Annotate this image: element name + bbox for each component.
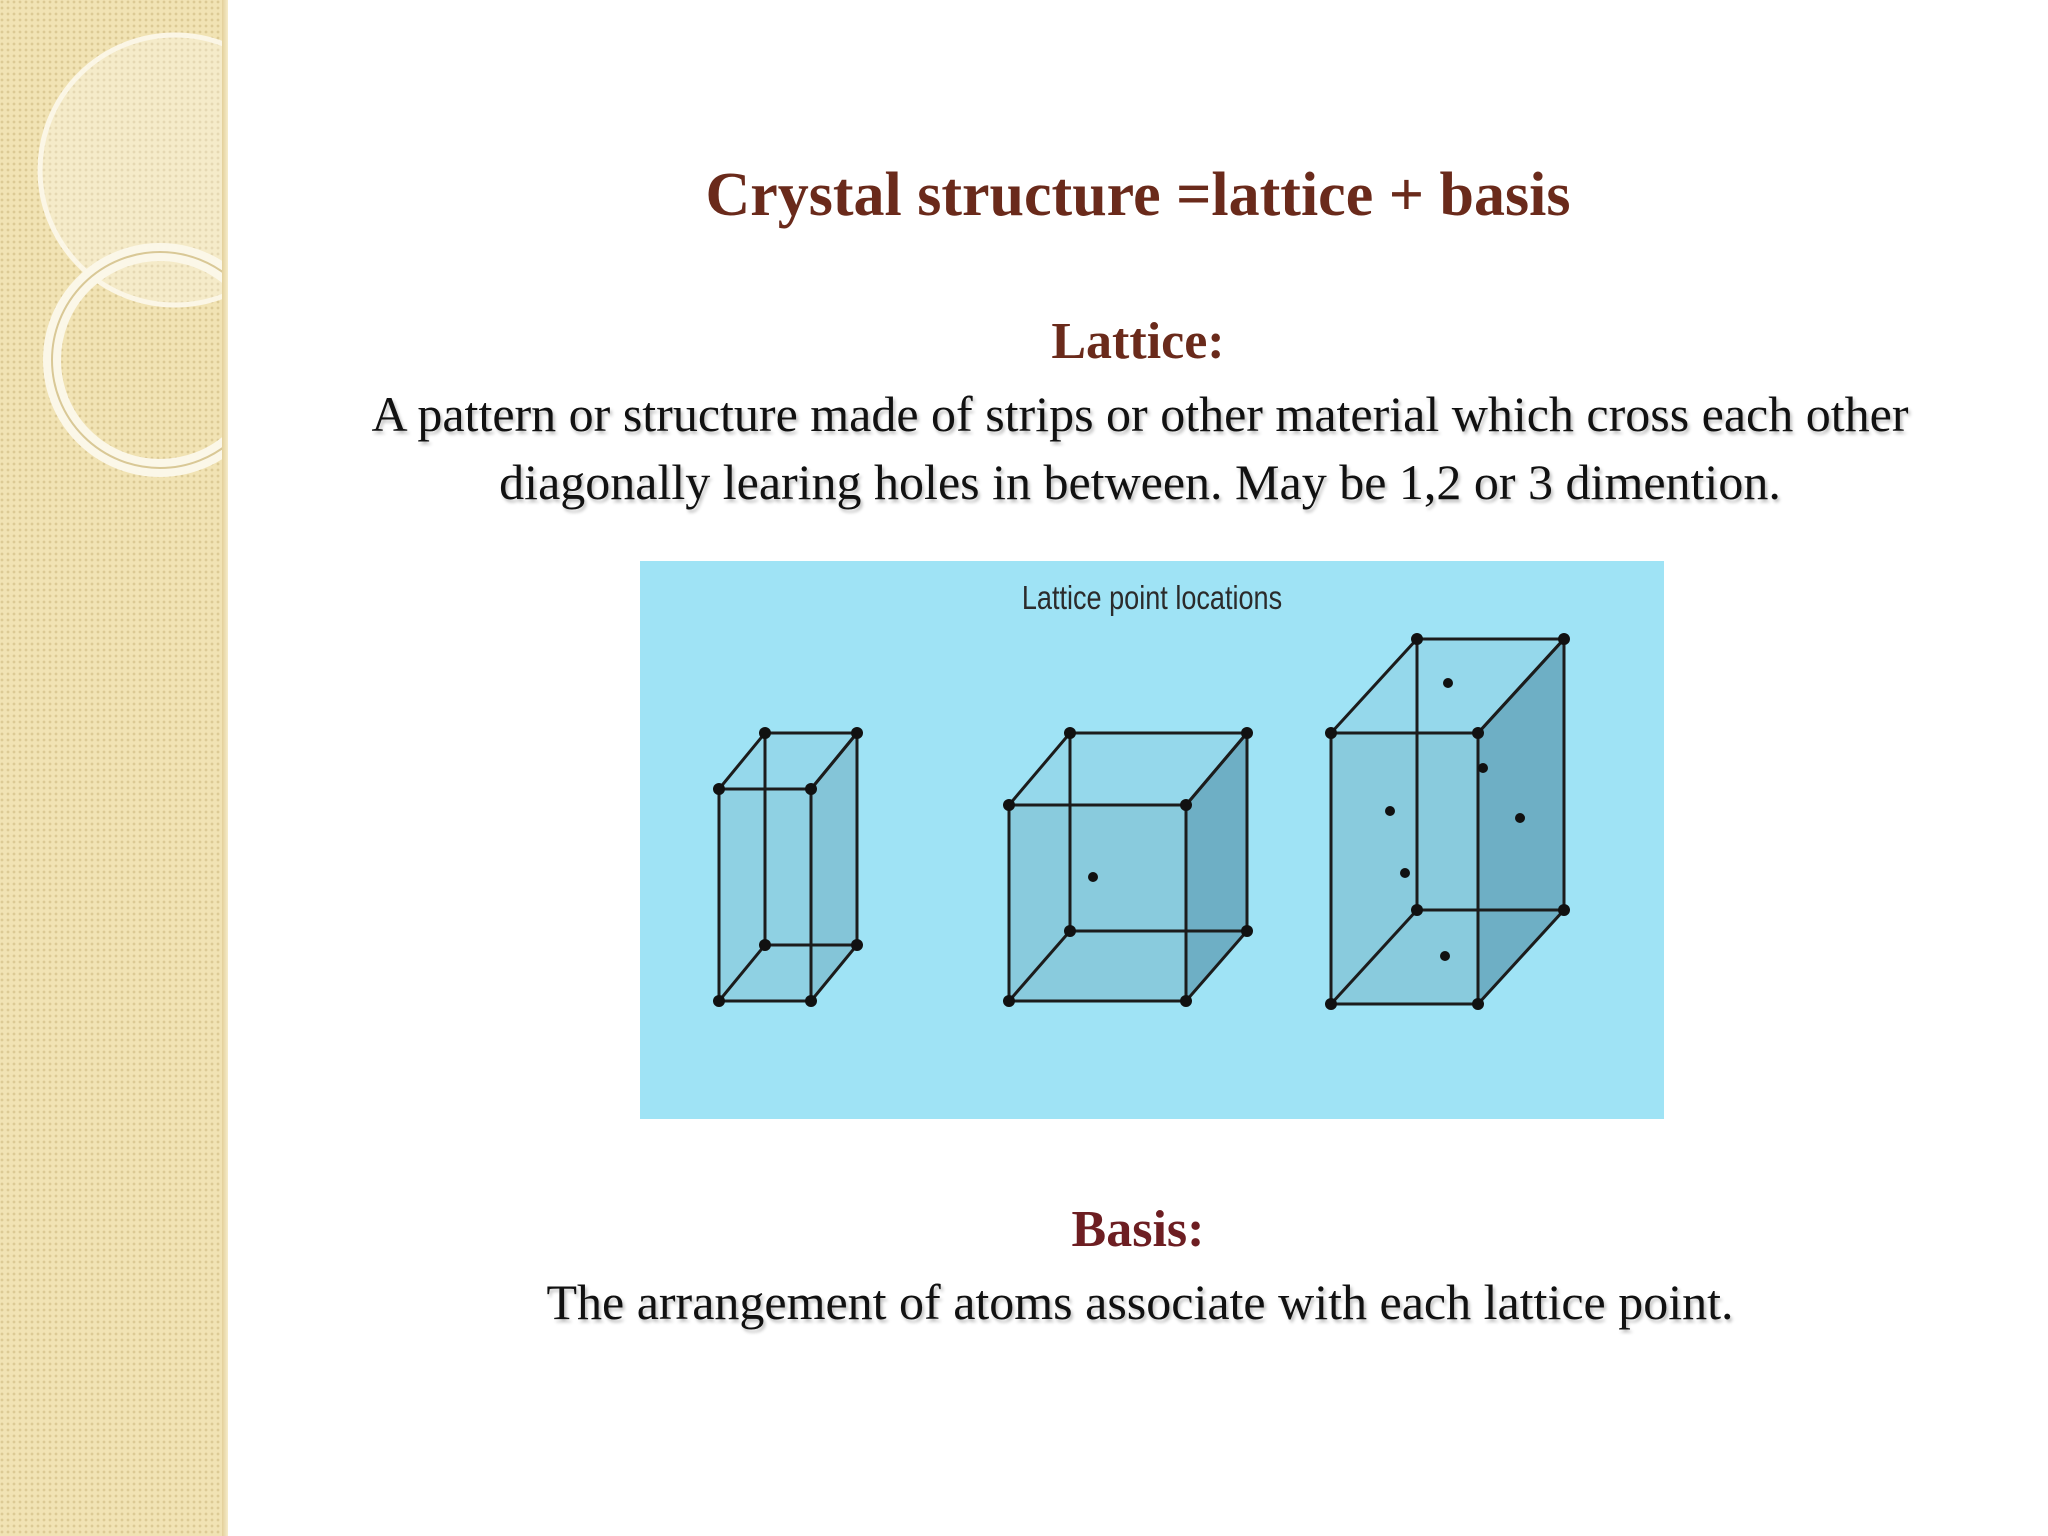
decorative-sidebar (0, 0, 228, 1536)
lattice-definition: A pattern or structure made of strips or other material which cross each other diagonally learing holes in between. May be 1,2 or 3 dimention. (371, 386, 1909, 510)
basis-definition: The arrangement of atoms associate with each lattice point. (546, 1274, 1734, 1330)
body-centered-cubic-cell (1009, 733, 1247, 1001)
lattice-heading: Lattice: (1051, 313, 1225, 370)
face-centered-cubic-cell (1331, 639, 1564, 1004)
figure-caption: Lattice point locations (1021, 579, 1283, 616)
basis-heading: Basis: (1071, 1201, 1205, 1258)
lattice-cells-diagram (640, 561, 1664, 1119)
lattice-figure (640, 561, 1664, 1119)
simple-cubic-cell (719, 733, 857, 1001)
decorative-rings (0, 0, 228, 1536)
slide-title: Crystal structure =lattice + basis (705, 161, 1571, 229)
